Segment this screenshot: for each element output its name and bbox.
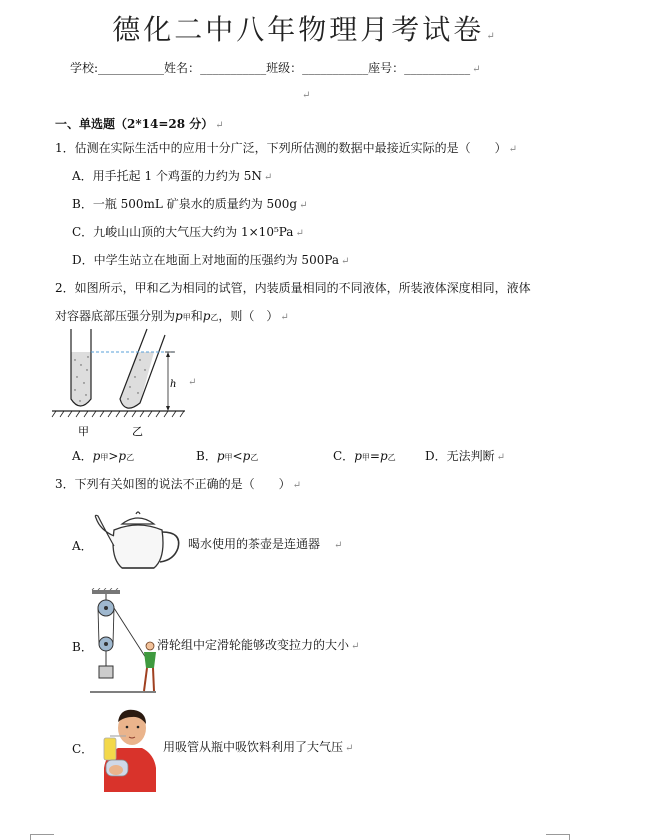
question-2-stem-line1: 2．如图所示，甲和乙为相同的试管，内装质量相同的不同液体，所装液体深度相同，液体: [55, 281, 531, 295]
tube-yi-label: 乙: [132, 425, 143, 438]
page-corner-right: [546, 834, 570, 840]
q3-option-b-text[interactable]: 滑轮组中定滑轮能够改变拉力的大小 ↵: [157, 638, 360, 652]
pulley-system-image: [86, 588, 158, 696]
school-label: 学校:: [70, 61, 99, 75]
q3-option-b-letter[interactable]: B．: [72, 640, 93, 654]
q2-option-c[interactable]: C．p甲=p乙: [333, 449, 396, 463]
q1-option-a[interactable]: A．用手托起 1 个鸡蛋的力约为 5N ↵: [72, 169, 273, 183]
q1-option-d[interactable]: D．中学生站立在地面上对地面的压强约为 500Pa ↵: [72, 253, 350, 267]
name-label: 姓名：: [164, 61, 201, 75]
school-blank[interactable]: ___________: [98, 61, 165, 75]
q3-option-a-letter[interactable]: A．: [72, 539, 93, 553]
q3-option-a-text[interactable]: 喝水使用的茶壶是连通器 ↵: [188, 537, 343, 551]
teapot-image: [92, 510, 184, 574]
q3-option-c-text[interactable]: 用吸管从瓶中吸饮料利用了大气压 ↵: [163, 740, 354, 754]
question-2-stem-line2: 对容器底部压强分别为p甲和p乙，则（ ） ↵: [55, 309, 289, 323]
paragraph-mark: ↵: [486, 31, 498, 42]
seat-blank[interactable]: ___________: [404, 61, 471, 75]
page-corner-left: [30, 834, 54, 840]
q2-option-d[interactable]: D．无法判断 ↵: [425, 449, 506, 463]
q2-option-b[interactable]: B．p甲<p乙: [196, 449, 259, 463]
tube-jia-label: 甲: [78, 425, 89, 438]
class-label: 班级：: [266, 61, 303, 75]
name-blank[interactable]: ___________: [200, 61, 267, 75]
boy-drinking-image: [96, 702, 162, 792]
seat-label: 座号：: [368, 61, 405, 75]
q3-option-c-letter[interactable]: C．: [72, 742, 94, 756]
page-title: 德化二中八年物理月考试卷 ↵: [112, 13, 498, 46]
h-label: h: [170, 379, 177, 390]
class-blank[interactable]: ___________: [302, 61, 369, 75]
question-3-stem: 3．下列有关如图的说法不正确的是（ ） ↵: [55, 477, 302, 491]
section-title: 一、单选题（2*14=28 分） ↵: [55, 117, 224, 131]
q1-option-c[interactable]: C．九峻山山顶的大气压大约为 1×10⁵Pa ↵: [72, 225, 304, 239]
question-1-stem: 1．估测在实际生活中的应用十分广泛，下列所估测的数据中最接近实际的是（ ） ↵: [55, 141, 518, 155]
q2-option-a[interactable]: A．p甲>p乙: [72, 449, 135, 463]
q1-option-b[interactable]: B．一瓶 500mL 矿泉水的质量约为 500g ↵: [72, 197, 308, 211]
empty-paragraph-mark: ↵: [302, 90, 311, 101]
student-info-line: 学校:___________姓名：___________班级：___________座号：___________ ↵: [70, 61, 481, 75]
